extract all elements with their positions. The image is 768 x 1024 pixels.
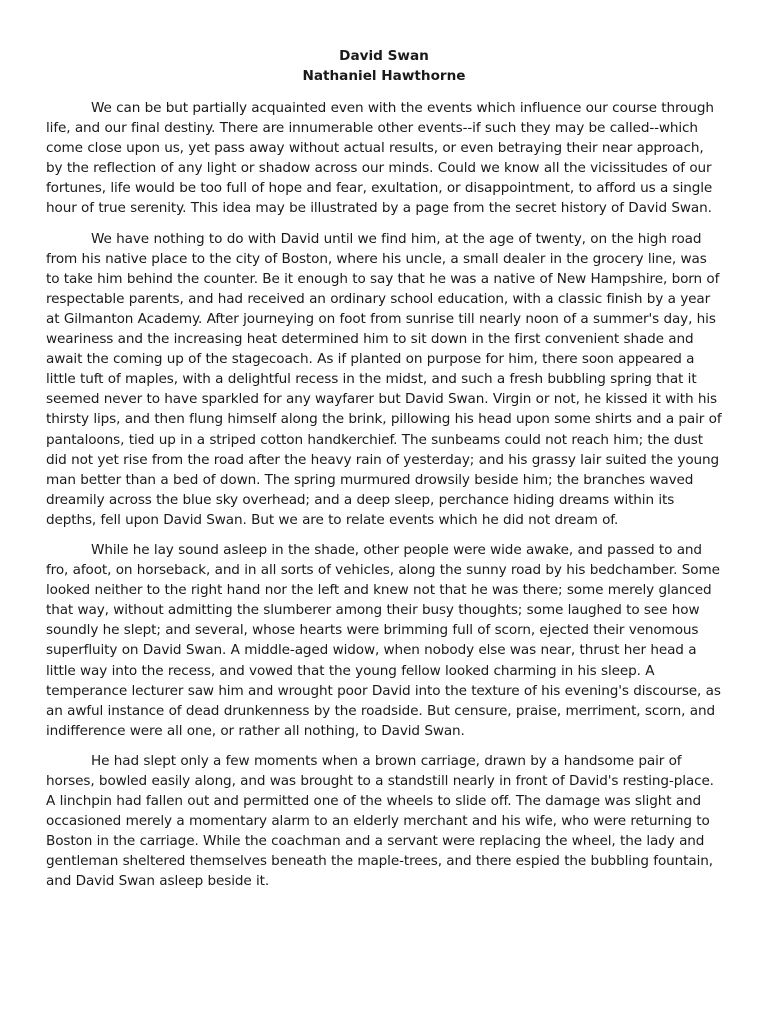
paragraph-4: He had slept only a few moments when a brown carriage, drawn by a handsome pair of horses, bowled easily along, and was brought to a standstill nearly in front of David's resting-place. A linchpin had fallen out and permitted one of the wheels to slide off. The damage was slight and occasioned merely a momentary alarm to an elderly merchant and his wife, who were returning to Boston in the carriage. While the coachman and a servant were replacing the wheel, the lady and gentleman sheltered themselves beneath the maple-trees, and there espied the bubbling fountain, and David Swan asleep beside it. <box>46 752 714 890</box>
paragraph-1: We can be but partially acquainted even with the events which influence our course through life, and our final destiny. There are innumerable other events--if such they may be called--which come close upon us, yet pass away without actual results, or even betraying their near approach, by the reflection of any light or shadow across our minds. Could we know all the vicissitudes of our fortunes, life would be too full of hope and fear, exultation, or disappointment, to afford us a single hour of true serenity. This idea may be illustrated by a page from the secret history of David Swan. <box>46 100 714 217</box>
document-header <box>46 46 722 86</box>
paragraph-3: While he lay sound asleep in the shade, other people were wide awake, and passed to and fro, afoot, on horseback, and in all sorts of vehicles, along the sunny road by his bedchamber. Some looked neither to the right hand nor the left and knew not that he was there; some merely glanced that way, without admitting the slumberer among their busy thoughts; some laughed to see how soundly he slept; and several, whose hearts were brimming full of scorn, ejected their venomous superfluity on David Swan. A middle-aged widow, when nobody else was near, thrust her head a little way into the recess, and vowed that the young fellow looked charming in his sleep. A temperance lecturer saw him and wrought poor David into the texture of his evening's discourse, as an awful instance of dead drunkenness by the roadside. But censure, praise, merriment, scorn, and indifference were all one, or rather all nothing, to David Swan. <box>46 541 721 739</box>
document-title: David Swan <box>339 48 429 64</box>
document-page <box>46 46 722 902</box>
paragraph-2: We have nothing to do with David until we find him, at the age of twenty, on the high road from his native place to the city of Boston, where his uncle, a small dealer in the grocery line, was to take him behind the counter. Be it enough to say that he was a native of New Hampshire, born of respectable parents, and had received an ordinary school education, with a classic finish by a year at Gilmanton Academy. After journeying on foot from sunrise till nearly noon of a summer's day, his weariness and the increasing heat determined him to sit down in the first convenient shade and await the coming up of the stagecoach. As if planted on purpose for him, there soon appeared a little tuft of maples, with a delightful recess in the midst, and such a fresh bubbling spring that it seemed never to have sparkled for any wayfarer but David Swan. Virgin or not, he kissed it with his thirsty lips, and then flung himself along the brink, pillowing his head upon some shirts and a pair of pantaloons, tied up in a striped cotton handkerchief. The sunbeams could not reach him; the dust did not yet rise from the road after the heavy rain of yesterday; and his grassy lair suited the young man better than a bed of down. The spring murmured drowsily beside him; the branches waved dreamily across the blue sky overhead; and a deep sleep, perchance hiding dreams within its depths, fell upon David Swan. But we are to relate events which he did not dream of. <box>46 230 722 528</box>
document-author: Nathaniel Hawthorne <box>302 68 466 84</box>
